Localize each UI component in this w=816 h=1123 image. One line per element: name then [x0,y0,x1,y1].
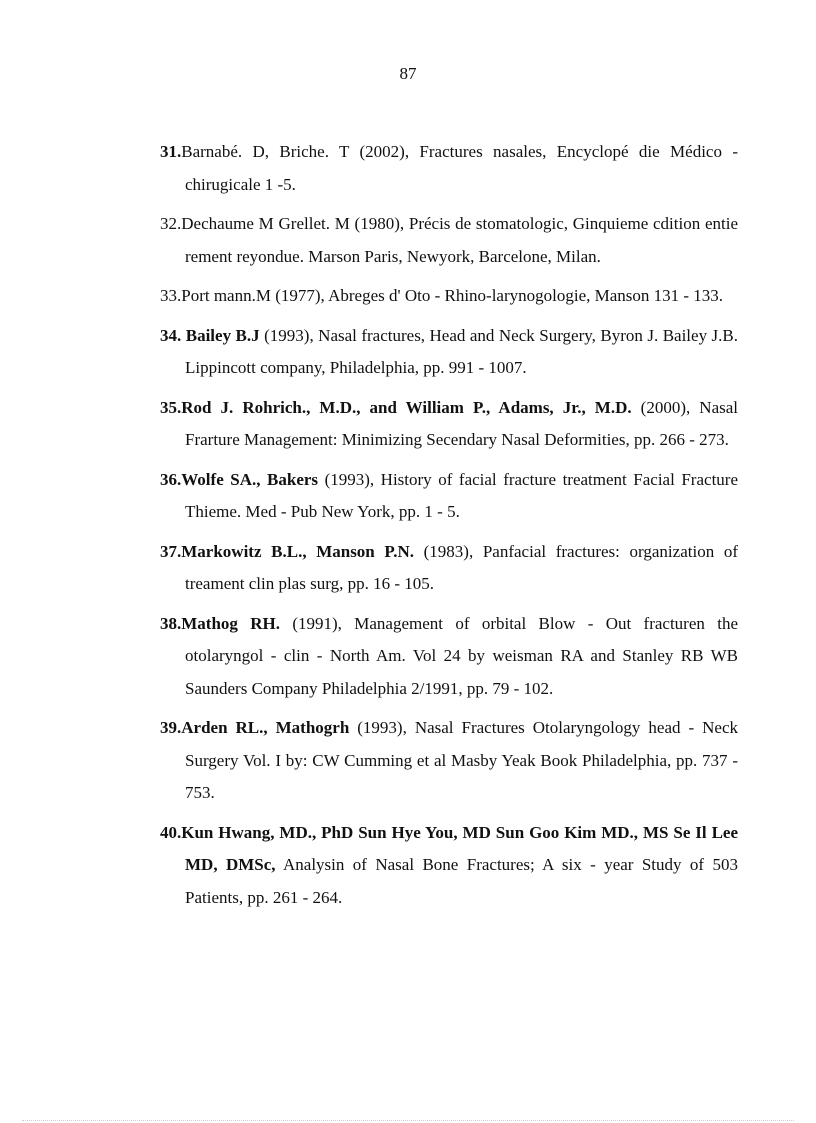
reference-number: 36. [160,469,182,489]
reference-details: Barnabé. D, Briche. T (2002), Fractures nasales, Encyclopé die Médico -chirugicale 1 -5. [181,142,738,194]
reference-details: (1993), Nasal fractures, Head and Neck Surgery, Byron J. Bailey J.B. Lippincott company, Philadelphia, pp. 991 - 1007. [185,325,739,377]
reference-number: 39. [160,718,182,737]
reference-number: 37. [160,541,182,561]
reference-authors: Bailey B.J [185,325,260,345]
reference-list [160,136,738,921]
reference-number: 32. [160,214,182,233]
reference-details: (1983), Panfacial fractures: organization of treament clin plas surg, pp. 16 - 105. [185,541,738,593]
reference-authors: Markowitz B.L., Manson P.N. [181,541,414,561]
reference-details: (1993), History of facial fracture treatment Facial Fracture Thieme. Med - Pub New York, pp. 1 - 5. [185,469,738,521]
reference-details: (2000), Nasal Frarture Management: Minimizing Secendary Nasal Deformities, pp. 266 - 273. [185,397,738,449]
page-number: 87 [399,64,417,83]
reference-authors: Mathog RH. [181,613,280,633]
reference-number: 34. [160,325,186,345]
reference-authors: Arden RL., Mathogrh [181,718,350,737]
reference-item [160,320,738,385]
reference-item [160,817,738,915]
reference-item [160,392,738,457]
reference-details: Analysin of Nasal Bone Fractures; A six - year Study of 503 Patients, pp. 261 - 264. [185,855,738,907]
reference-details: Dechaume M Grellet. M (1980), Précis de stomatologic, Ginquieme cdition entie rement reyondue. Marson Paris, Newyork, Barcelone, Milan. [181,214,738,266]
reference-item [160,608,738,706]
reference-item [160,208,738,273]
reference-item [160,280,738,313]
reference-item [160,712,738,810]
reference-number: 38. [160,613,182,633]
reference-number: 40. [160,822,182,842]
reference-item [160,464,738,529]
reference-details: (1991), Management of orbital Blow - Out fracturen the otolaryngol - clin - North Am. Vol 24 by weisman RA and Stanley RB WB Saunders Company Philadelphia 2/1991, pp. 79 - 102. [185,613,738,698]
reference-item [160,136,738,201]
reference-authors: Kun Hwang, MD., PhD Sun Hye You, MD Sun Goo Kim MD., MS Se Il Lee MD, DMSc, [181,822,738,874]
reference-details: Port mann.M (1977), Abreges d' Oto - Rhino-larynogologie, Manson 131 - 133. [181,286,724,305]
reference-item [160,536,738,601]
reference-number: 35. [160,397,182,417]
reference-authors: Rod J. Rohrich., M.D., and William P., Adams, Jr., M.D. [181,397,632,417]
reference-number: 33. [160,286,182,305]
page-bottom-divider [22,1120,794,1121]
reference-number: 31. [160,142,182,161]
reference-details: (1993), Nasal Fractures Otolaryngology head - Neck Surgery Vol. I by: CW Cumming et al Masby Yeak Book Philadelphia, pp. 737 - 753. [185,718,738,802]
reference-authors: Wolfe SA., Bakers [181,469,319,489]
